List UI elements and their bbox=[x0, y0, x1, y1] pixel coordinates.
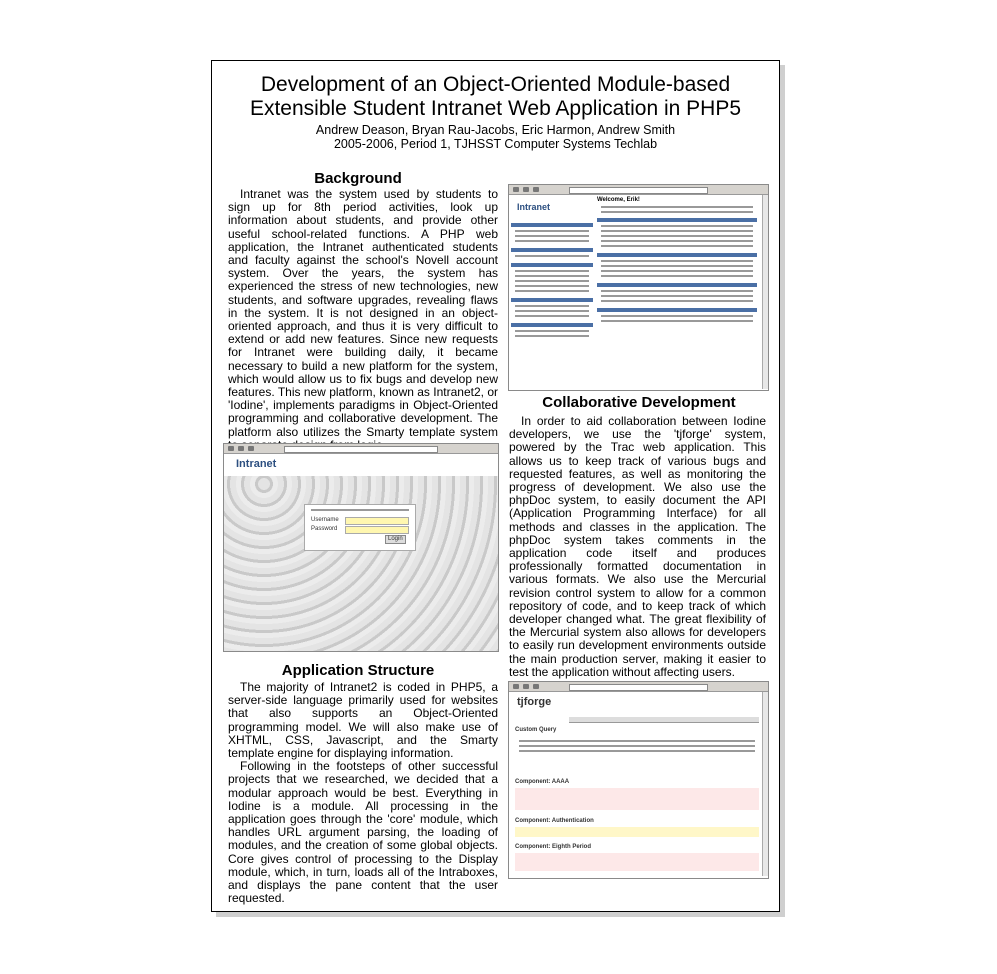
component-group-3: Component: Eighth Period bbox=[515, 844, 591, 850]
login-button[interactable]: Login bbox=[385, 535, 406, 544]
application-structure-text bbox=[228, 681, 498, 905]
welcome-message: Welcome, Erik! bbox=[597, 197, 640, 203]
scrollbar[interactable] bbox=[762, 195, 768, 389]
poster-page bbox=[211, 60, 780, 912]
browser-toolbar bbox=[224, 444, 498, 454]
intranet-logo: Intranet bbox=[236, 458, 277, 470]
collaborative-development-text bbox=[509, 415, 766, 679]
intranet-logo: Intranet bbox=[517, 202, 551, 212]
intranet-content bbox=[597, 197, 757, 387]
tjforge-screenshot bbox=[508, 681, 769, 879]
application-structure-heading: Application Structure bbox=[281, 662, 435, 679]
scrollbar[interactable] bbox=[762, 692, 768, 876]
collaborative-development-paragraph: In order to aid collaboration between Iodine developers, we use the 'tjforge' system, powered by the Trac web application. This allows us to keep track of various bugs and requested features, as well as monitoring the progress of development. We also use the phpDoc system, to easily document the API (Application Programming Interface) for all methods and classes in the application. The phpDoc system takes comments in the application code itself and produces professionally formatted documentation in various formats. We also use the Mercurial revision control system to allow for a common repository of code, and to keep track of which developer changed what. The great flexibility of the Mercurial system also allows for developers to easily run development environments outside the main production server, making it easier to test the application without affecting users. bbox=[509, 414, 766, 679]
intranet-sidebar bbox=[511, 197, 593, 387]
component-group-2: Component: Authentication bbox=[515, 818, 594, 824]
password-input[interactable] bbox=[345, 526, 409, 534]
username-label: Username bbox=[311, 517, 339, 523]
tjforge-logo: tjforge bbox=[517, 696, 552, 708]
tjforge-nav[interactable] bbox=[569, 717, 759, 723]
login-box bbox=[304, 504, 416, 551]
custom-query-title: Custom Query bbox=[515, 727, 557, 733]
intranet-header bbox=[224, 454, 498, 476]
browser-toolbar bbox=[509, 185, 768, 195]
application-structure-paragraph-1: The majority of Intranet2 is coded in PHP5, a server-side language primarily used for websites that also supports an Object-Oriented programming model. We will also make use of XHTML, CSS, Javascript, and the Smarty template engine for displaying information. bbox=[228, 680, 498, 761]
poster-title-line1: Development of an Object-Oriented Module-based bbox=[260, 73, 731, 96]
intranet-main-screenshot bbox=[508, 184, 769, 391]
background-text bbox=[228, 188, 498, 452]
background-paragraph: Intranet was the system used by students to sign up for 8th period activities, look up information about students, and provide other useful school-related functions. A PHP web application, the Intranet authenticated students and faculty against the school's Novell account system. Over the years, the system has experienced the stress of new technologies, new students, and software upgrades, revealing flaws in the system. It is not designed in an object-oriented approach, and thus it is very difficult to extend or add new features. Since new requests for Intranet were building daily, it became necessary to build a new platform for the system, which would allow us to fix bugs and develop new features. This new platform, known as Intranet2, or 'Iodine', implements paradigms in Object-Oriented programming and collaborative development. The platform also utilizes the Smarty template system bbox=[228, 187, 498, 439]
component-group-1: Component: AAAA bbox=[515, 779, 570, 785]
username-input[interactable] bbox=[345, 517, 409, 525]
collaborative-development-heading: Collaborative Development bbox=[542, 394, 736, 411]
browser-toolbar bbox=[509, 682, 768, 692]
intranet-login-screenshot bbox=[223, 443, 499, 652]
application-structure-paragraph-2: Following in the footsteps of other successful projects that we researched, we decided that a modular approach would be best. Everything in Iodine is a module. All processing in the application goes through the 'core' module, which handles URL argument parsing, the loading of modules, and the creation of some global objects. Core gives control of processing to the Display module, which, in turn, loads all of the Intraboxes, and displays the pane content that the user requested. bbox=[228, 759, 498, 906]
poster-title-line2: Extensible Student Intranet Web Application in PHP5 bbox=[249, 97, 742, 120]
password-label: Password bbox=[311, 526, 338, 532]
background-heading: Background bbox=[314, 170, 402, 187]
poster-authors: Andrew Deason, Bryan Rau-Jacobs, Eric Harmon, Andrew Smith bbox=[315, 123, 676, 137]
poster-affiliation: 2005-2006, Period 1, TJHSST Computer Systems Techlab bbox=[333, 137, 658, 151]
